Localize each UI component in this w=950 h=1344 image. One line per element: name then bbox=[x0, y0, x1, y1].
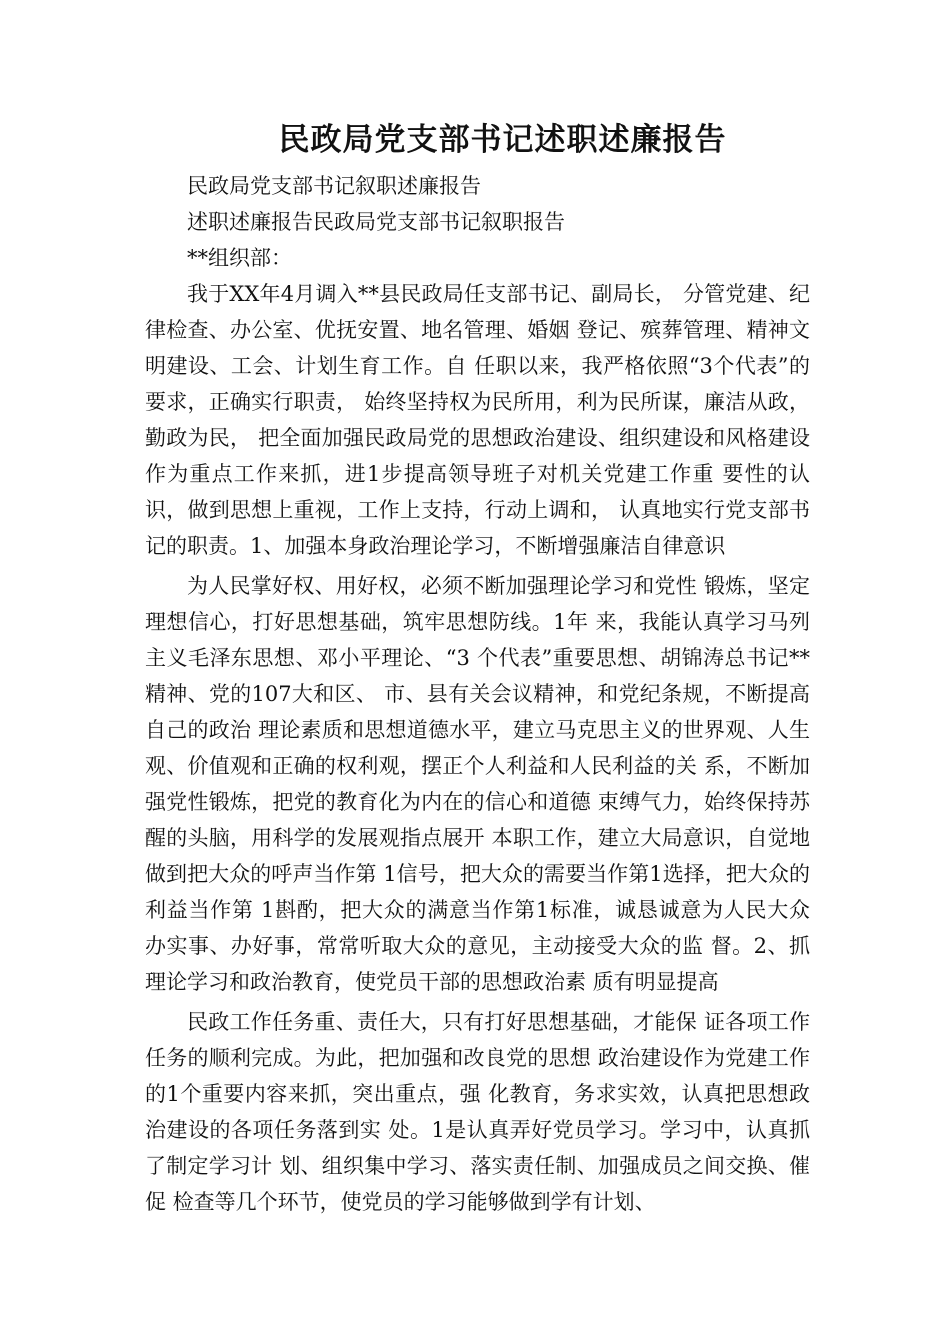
body-paragraph-3: 民政工作任务重、责任大，只有打好思想基础，才能保 证各项工作任务的顺利完成。为此，把加强和改良党的思想 政治建设作为党建工作的1个重要内容来抓，突出重点，强 化教育，务求实效，认真把思想政治建设的各项任务落到实 处。1是认真弄好党员学习。学习中，认真抓了制定学习计 划、组织集中学习、落实责任制、加强成员之间交换、催促 检查等几个环节，使党员的学习能够做到学有计划、 bbox=[145, 1010, 810, 1214]
document-title: 民政局党支部书记述职述廉报告 bbox=[278, 122, 727, 158]
subtitle-line-2: 述职述廉报告民政局党支部书记叙职报告 bbox=[187, 210, 565, 234]
salutation: **组织部： bbox=[187, 246, 292, 270]
body-paragraph-2: 为人民掌好权、用好权，必须不断加强理论学习和党性 锻炼，坚定理想信心，打好思想基础，筑牢思想防线。1年 来，我能认真学习马列主义毛泽东思想、邓小平理论、“3 个代表”重要思想、胡锦涛总书记**精神、党的107大和区、 市、县有关会议精神，和党纪条规，不断提高自己的政治 理论素质和思想道德水平，建立马克思主义的世界观、人生 观、价值观和正确的权利观，摆正个人利益和人民利益的关 系，不断加强党性锻炼，把党的教育化为内在的信心和道德 束缚气力，始终保持苏醒的头脑，用科学的发展观指点展开 本职工作，建立大局意识，自觉地做到把大众的呼声当作第 1信号，把大众的需要当作第1选择，把大众的利益当作第 1斟酌，把大众的满意当作第1标准，诚恳诚意为人民大众 办实事、办好事，常常听取大众的意见，主动接受大众的监 督。2、抓理论学习和政治教育，使党员干部的思想政治素 质有明显提高 bbox=[145, 574, 810, 994]
document-page bbox=[145, 118, 810, 1224]
body-paragraph-1: 我于XX年4月调入**县民政局任支部书记、副局长， 分管党建、纪律检查、办公室、优抚安置、地名管理、婚姻 登记、殡葬管理、精神文明建设、工会、计划生育工作。自 任职以来，我严格依照“3个代表”的要求，正确实行职责， 始终坚持权为民所用，利为民所谋，廉洁从政，勤政为民， 把全面加强民政局党的思想政治建设、组织建设和风格建设 作为重点工作来抓，进1步提高领导班子对机关党建工作重 要性的认识，做到思想上重视，工作上支持，行动上调和， 认真地实行党支部书记的职责。1、加强本身政治理论学习，不断增强廉洁自律意识 bbox=[145, 282, 810, 558]
subtitle-line-1: 民政局党支部书记叙职述廉报告 bbox=[187, 174, 481, 198]
